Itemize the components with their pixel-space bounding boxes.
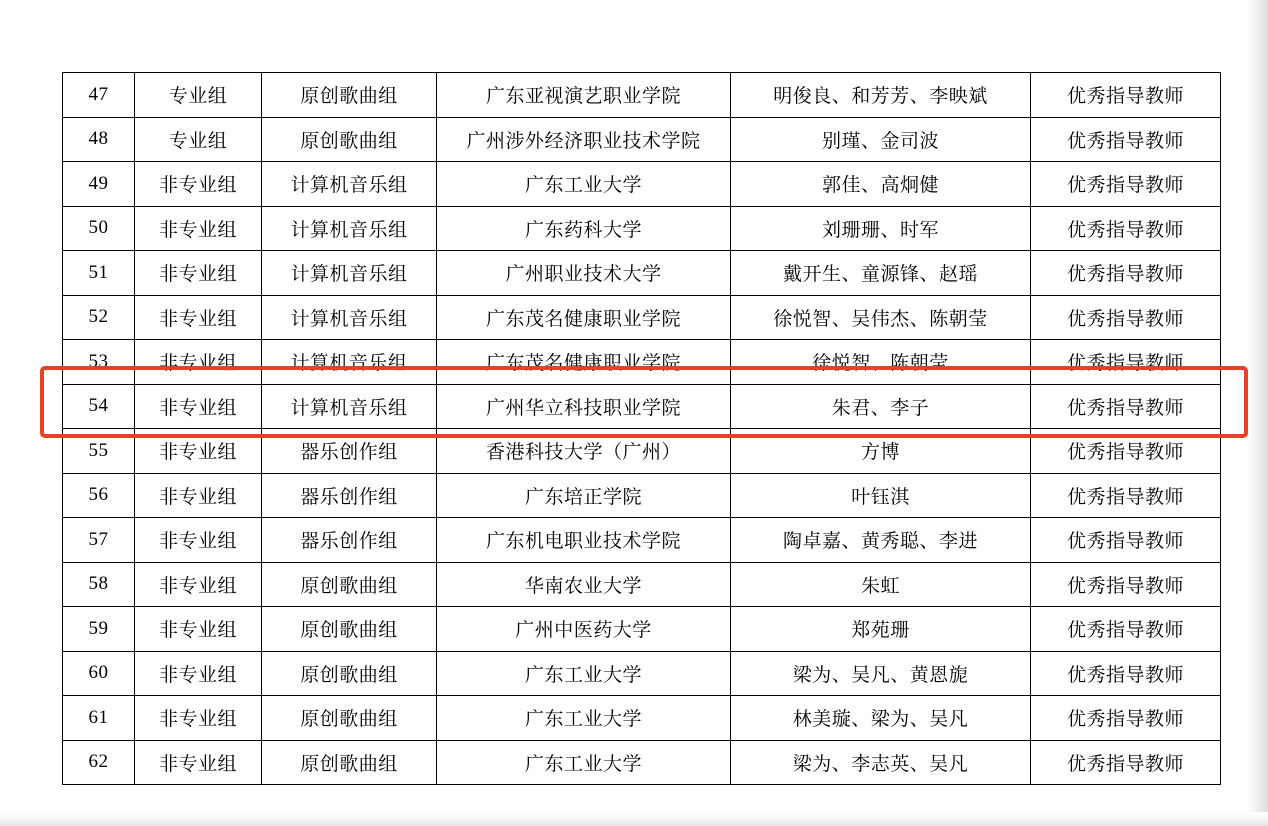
cell-group: 非专业组 (135, 206, 262, 251)
cell-teachers: 别瑾、金司波 (731, 117, 1031, 162)
cell-award: 优秀指导教师 (1031, 384, 1221, 429)
cell-group: 非专业组 (135, 162, 262, 207)
cell-category: 原创歌曲组 (262, 73, 437, 118)
cell-teachers: 朱君、李子 (731, 384, 1031, 429)
table-row (63, 429, 1221, 474)
table-row (63, 696, 1221, 741)
cell-group: 非专业组 (135, 429, 262, 474)
cell-no: 58 (63, 562, 135, 607)
cell-teachers: 叶钰淇 (731, 473, 1031, 518)
cell-teachers: 郑苑珊 (731, 607, 1031, 652)
cell-award: 优秀指导教师 (1031, 651, 1221, 696)
cell-school: 广东药科大学 (437, 206, 731, 251)
cell-no: 56 (63, 473, 135, 518)
cell-group: 非专业组 (135, 562, 262, 607)
cell-category: 计算机音乐组 (262, 384, 437, 429)
cell-school: 广州职业技术大学 (437, 251, 731, 296)
table-row (63, 251, 1221, 296)
table-row (63, 740, 1221, 785)
cell-no: 61 (63, 696, 135, 741)
cell-category: 计算机音乐组 (262, 206, 437, 251)
cell-teachers: 陶卓嘉、黄秀聪、李进 (731, 518, 1031, 563)
cell-no: 47 (63, 73, 135, 118)
cell-teachers: 梁为、李志英、吴凡 (731, 740, 1031, 785)
cell-award: 优秀指导教师 (1031, 740, 1221, 785)
cell-group: 专业组 (135, 117, 262, 162)
cell-teachers: 林美璇、梁为、吴凡 (731, 696, 1031, 741)
cell-teachers: 朱虹 (731, 562, 1031, 607)
award-list-table (62, 72, 1221, 785)
award-table-body (63, 73, 1221, 785)
cell-school: 广东工业大学 (437, 162, 731, 207)
cell-category: 原创歌曲组 (262, 740, 437, 785)
cell-group: 非专业组 (135, 251, 262, 296)
cell-school: 广东亚视演艺职业学院 (437, 73, 731, 118)
cell-group: 非专业组 (135, 696, 262, 741)
cell-school: 广州中医药大学 (437, 607, 731, 652)
cell-award: 优秀指导教师 (1031, 117, 1221, 162)
cell-no: 50 (63, 206, 135, 251)
cell-school: 广东茂名健康职业学院 (437, 295, 731, 340)
table-row (63, 562, 1221, 607)
table-row (63, 162, 1221, 207)
cell-school: 广州华立科技职业学院 (437, 384, 731, 429)
cell-no: 51 (63, 251, 135, 296)
cell-award: 优秀指导教师 (1031, 251, 1221, 296)
cell-school: 广东工业大学 (437, 696, 731, 741)
cell-no: 55 (63, 429, 135, 474)
cell-category: 计算机音乐组 (262, 251, 437, 296)
table-row (63, 340, 1221, 385)
cell-no: 62 (63, 740, 135, 785)
cell-school: 广东机电职业技术学院 (437, 518, 731, 563)
cell-category: 原创歌曲组 (262, 607, 437, 652)
cell-category: 原创歌曲组 (262, 117, 437, 162)
cell-school: 香港科技大学（广州） (437, 429, 731, 474)
cell-teachers: 明俊良、和芳芳、李映斌 (731, 73, 1031, 118)
cell-category: 计算机音乐组 (262, 340, 437, 385)
table-row (63, 473, 1221, 518)
cell-award: 优秀指导教师 (1031, 607, 1221, 652)
table-row (63, 607, 1221, 652)
cell-school: 广东工业大学 (437, 651, 731, 696)
cell-group: 非专业组 (135, 473, 262, 518)
cell-group: 非专业组 (135, 651, 262, 696)
cell-group: 非专业组 (135, 340, 262, 385)
cell-group: 非专业组 (135, 607, 262, 652)
cell-school: 广东茂名健康职业学院 (437, 340, 731, 385)
page-edge-shadow-bottom (0, 812, 1268, 826)
cell-group: 非专业组 (135, 518, 262, 563)
cell-teachers: 徐悦智、陈朝莹 (731, 340, 1031, 385)
cell-award: 优秀指导教师 (1031, 696, 1221, 741)
cell-category: 计算机音乐组 (262, 295, 437, 340)
cell-no: 48 (63, 117, 135, 162)
cell-no: 49 (63, 162, 135, 207)
cell-award: 优秀指导教师 (1031, 73, 1221, 118)
cell-school: 广州涉外经济职业技术学院 (437, 117, 731, 162)
cell-group: 专业组 (135, 73, 262, 118)
cell-group: 非专业组 (135, 384, 262, 429)
table-row (63, 73, 1221, 118)
table-row (63, 651, 1221, 696)
table-row (63, 206, 1221, 251)
cell-teachers: 戴开生、童源锋、赵瑶 (731, 251, 1031, 296)
cell-award: 优秀指导教师 (1031, 562, 1221, 607)
cell-teachers: 郭佳、高炯健 (731, 162, 1031, 207)
cell-teachers: 梁为、吴凡、黄恩旎 (731, 651, 1031, 696)
cell-category: 器乐创作组 (262, 429, 437, 474)
page-edge-shadow-right (1246, 0, 1268, 826)
cell-group: 非专业组 (135, 740, 262, 785)
cell-teachers: 方博 (731, 429, 1031, 474)
cell-group: 非专业组 (135, 295, 262, 340)
cell-no: 60 (63, 651, 135, 696)
cell-no: 57 (63, 518, 135, 563)
cell-no: 54 (63, 384, 135, 429)
cell-school: 广东培正学院 (437, 473, 731, 518)
cell-teachers: 刘珊珊、时军 (731, 206, 1031, 251)
cell-category: 计算机音乐组 (262, 162, 437, 207)
cell-no: 59 (63, 607, 135, 652)
cell-award: 优秀指导教师 (1031, 429, 1221, 474)
cell-no: 53 (63, 340, 135, 385)
table-row (63, 295, 1221, 340)
cell-category: 原创歌曲组 (262, 696, 437, 741)
cell-award: 优秀指导教师 (1031, 473, 1221, 518)
cell-category: 器乐创作组 (262, 473, 437, 518)
cell-school: 广东工业大学 (437, 740, 731, 785)
cell-no: 52 (63, 295, 135, 340)
table-row-highlighted (63, 384, 1221, 429)
cell-award: 优秀指导教师 (1031, 162, 1221, 207)
cell-school: 华南农业大学 (437, 562, 731, 607)
cell-category: 原创歌曲组 (262, 651, 437, 696)
cell-teachers: 徐悦智、吴伟杰、陈朝莹 (731, 295, 1031, 340)
cell-category: 原创歌曲组 (262, 562, 437, 607)
cell-award: 优秀指导教师 (1031, 295, 1221, 340)
table-row (63, 518, 1221, 563)
cell-category: 器乐创作组 (262, 518, 437, 563)
cell-award: 优秀指导教师 (1031, 206, 1221, 251)
table-row (63, 117, 1221, 162)
document-body (62, 72, 1220, 785)
cell-award: 优秀指导教师 (1031, 518, 1221, 563)
cell-award: 优秀指导教师 (1031, 340, 1221, 385)
